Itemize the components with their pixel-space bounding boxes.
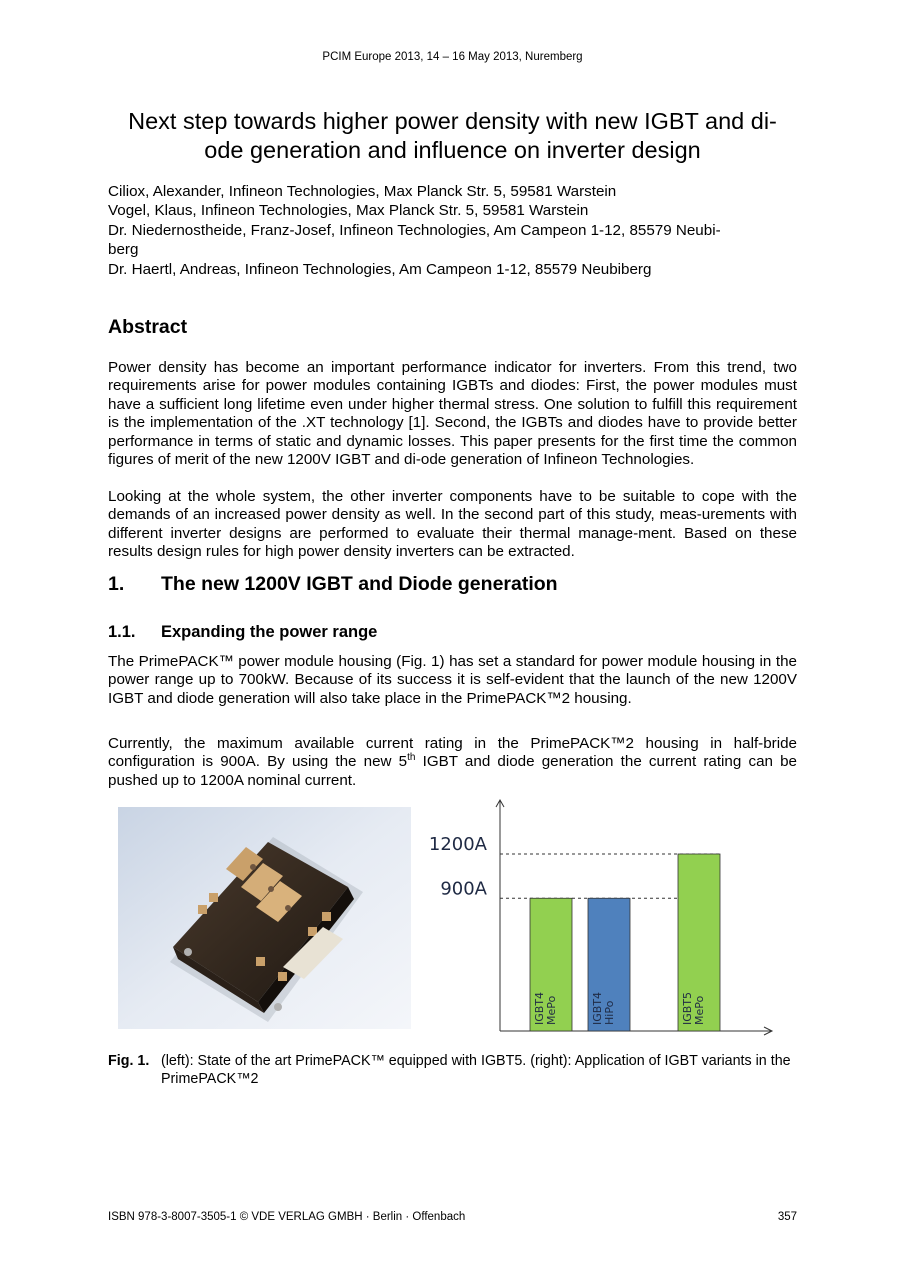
reference-label: 1200A: [428, 834, 487, 855]
reference-label: 900A: [440, 878, 487, 900]
bar-category-label: MePo: [545, 995, 558, 1025]
body-paragraph-2-text-a: Currently, the maximum available current rating in the PrimePACK™2 housing in half-bride configuration is 900A. By using the new 5: [108, 735, 797, 771]
page-number: 357: [777, 1211, 797, 1223]
author-line: Dr. Niedernostheide, Franz-Josef, Infineon Technologies, Am Campeon 1-12, 85579 Neubi-: [108, 221, 721, 239]
paper-title: [108, 107, 797, 165]
subsection-title: Expanding the power range: [161, 623, 378, 641]
bar-category-label: IGBT5: [681, 991, 694, 1025]
body-paragraph-1: The PrimePACK™ power module housing (Fig. 1) has set a standard for power module housing in the power range up to 700kW. Because of its success it is self-evident that the launch of the new 1200V IGBT and diode generation will also take place in the PrimePACK™2 housing.: [108, 653, 797, 707]
abstract-paragraph-2: Looking at the whole system, the other inverter components have to be suitable to cope with the demands of an increased power density as well. In the second part of this study, meas-urements with different inverter designs are performed to evaluate their thermal manage-ment. Based on these results design rules for high power density inverters can be extracted.: [108, 488, 797, 561]
abstract-paragraph-1: Power density has become an important performance indicator for inverters. From this trend, two requirements arise for power modules containing IGBTs and diodes: First, the power modules must have a sufficient long lifetime even under higher thermal stress. One solution to fulfill this requirement is the implementation of the .XT technology [1]. Second, the IGBTs and diodes have to provide better performance in terms of static and dynamic losses. This paper presents for the first time the common figures of merit of the new 1200V IGBT and di-ode generation of Infineon Technologies.: [108, 359, 797, 469]
author-line: Vogel, Klaus, Infineon Technologies, Max Planck Str. 5, 59581 Warstein: [108, 202, 589, 220]
section-heading: [108, 573, 558, 596]
author-line: Ciliox, Alexander, Infineon Technologies, Max Planck Str. 5, 59581 Warstein: [108, 183, 617, 200]
igbt-current-rating-chart: [415, 795, 780, 1040]
body-paragraph-2-text-b: IGBT and diode generation the current rating can be pushed up to 1200A nominal current.: [108, 753, 797, 789]
subsection-heading: [108, 623, 377, 642]
bar-category-label: IGBT4: [533, 991, 546, 1025]
subsection-number: 1.1.: [108, 623, 136, 641]
body-paragraph-2: [108, 735, 797, 790]
abstract-heading: Abstract: [108, 316, 188, 338]
section-number: 1.: [108, 573, 125, 595]
author-line: Dr. Haertl, Andreas, Infineon Technologies, Am Campeon 1-12, 85579 Neubiberg: [108, 260, 652, 278]
isbn-footer: ISBN 978-3-8007-3505-1 © VDE VERLAG GMBH · Berlin · Offenbach: [108, 1211, 466, 1223]
section-title: The new 1200V IGBT and Diode generation: [161, 573, 558, 595]
module-photo: [118, 807, 411, 1029]
title-line-2: ode generation and influence on inverter design: [204, 137, 701, 163]
superscript-th: th: [407, 752, 416, 764]
author-list: [108, 182, 797, 279]
title-line-1: Next step towards higher power density with new IGBT and di-: [128, 108, 777, 134]
figure-label: Fig. 1.: [108, 1053, 150, 1069]
bar-category-label: MePo: [693, 995, 706, 1025]
bar-category-label: HiPo: [603, 1000, 616, 1025]
figure-caption-text: (left): State of the art PrimePACK™ equipped with IGBT5. (right): Application of IGBT variants in the PrimePACK™2: [161, 1053, 791, 1087]
author-line: berg: [108, 241, 139, 259]
conference-header: PCIM Europe 2013, 14 – 16 May 2013, Nuremberg: [322, 51, 583, 63]
bar-category-label: IGBT4: [591, 991, 604, 1025]
